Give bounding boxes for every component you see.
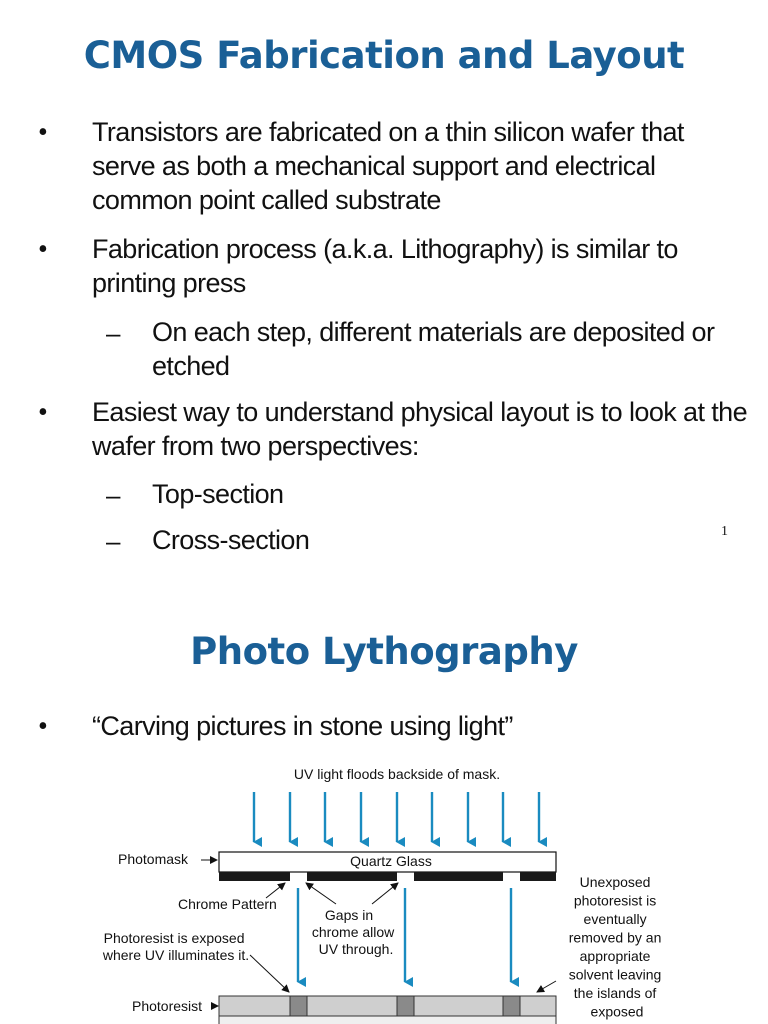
unexposed-label-line: eventually — [583, 911, 647, 927]
gaps-label-line: UV through. — [318, 941, 394, 957]
quartz-glass-label: Quartz Glass — [350, 853, 432, 869]
subbullet-text-cross-section: Cross-section — [152, 525, 310, 555]
dash-mark: – — [106, 318, 121, 348]
unexposed-label-line: exposed — [590, 1003, 644, 1020]
uv-light-label: UV light floods backside of mask. — [293, 766, 501, 782]
bullet-mark: • — [38, 711, 48, 742]
bullet-text-lithography: Fabrication process (a.k.a. Lithography) is similar to printing press — [92, 234, 678, 298]
exposed-label-line: Photoresist is exposed — [103, 930, 245, 946]
dash-mark: – — [106, 480, 121, 510]
unexposed-label-line: appropriate — [579, 948, 651, 964]
photoresist-label: Photoresist — [132, 998, 203, 1014]
bullet-mark: • — [38, 117, 48, 148]
uv-arrows — [254, 792, 539, 842]
chrome-pattern-label: Chrome Pattern — [178, 896, 277, 912]
unexposed-label-line: the islands of — [573, 985, 657, 1001]
gaps-label — [312, 907, 398, 957]
chrome-pattern — [219, 872, 556, 881]
subbullet-text-deposited: On each step, different materials are deposited or etched — [152, 317, 715, 381]
unexposed-pointer — [537, 981, 556, 992]
unexposed-label-line: Unexposed — [579, 874, 651, 890]
subbullet-text-top-section: Top-section — [152, 479, 284, 509]
bullet-text-carving: “Carving pictures in stone using light” — [92, 711, 513, 741]
page-number: 1 — [721, 524, 728, 539]
unexposed-label-line: photoresist is — [573, 892, 657, 909]
exposed-pointer — [250, 955, 289, 992]
photomask-label: Photomask — [118, 851, 189, 867]
bullet-mark: • — [38, 234, 48, 265]
bullet-text-perspectives: Easiest way to understand physical layout is to look at the wafer from two perspectives: — [92, 397, 747, 461]
unexposed-label-line: solvent leaving — [568, 966, 662, 983]
exposed-label-line: where UV illuminates it. — [102, 947, 250, 963]
unexposed-label-line: removed by an — [568, 929, 662, 946]
bullet-mark: • — [38, 397, 48, 428]
dash-mark: – — [106, 526, 121, 556]
substrate-layer — [219, 1016, 556, 1024]
bullet-text-substrate: Transistors are fabricated on a thin silicon wafer that serve as both a mechanical support and electrical common point called substrate — [92, 117, 684, 215]
gaps-label-line: Gaps in — [324, 907, 374, 923]
exposed-label — [102, 930, 249, 963]
gaps-pointer — [306, 883, 336, 904]
slide-title: Photo Lythography — [190, 630, 578, 673]
slide-photo-lithography — [0, 580, 768, 1024]
gaps-pointer — [372, 883, 398, 904]
gaps-label-line: chrome allow — [311, 924, 395, 940]
slide-title: CMOS Fabrication and Layout — [83, 34, 685, 77]
lithography-diagram — [0, 760, 768, 1024]
unexposed-label — [569, 874, 666, 1020]
